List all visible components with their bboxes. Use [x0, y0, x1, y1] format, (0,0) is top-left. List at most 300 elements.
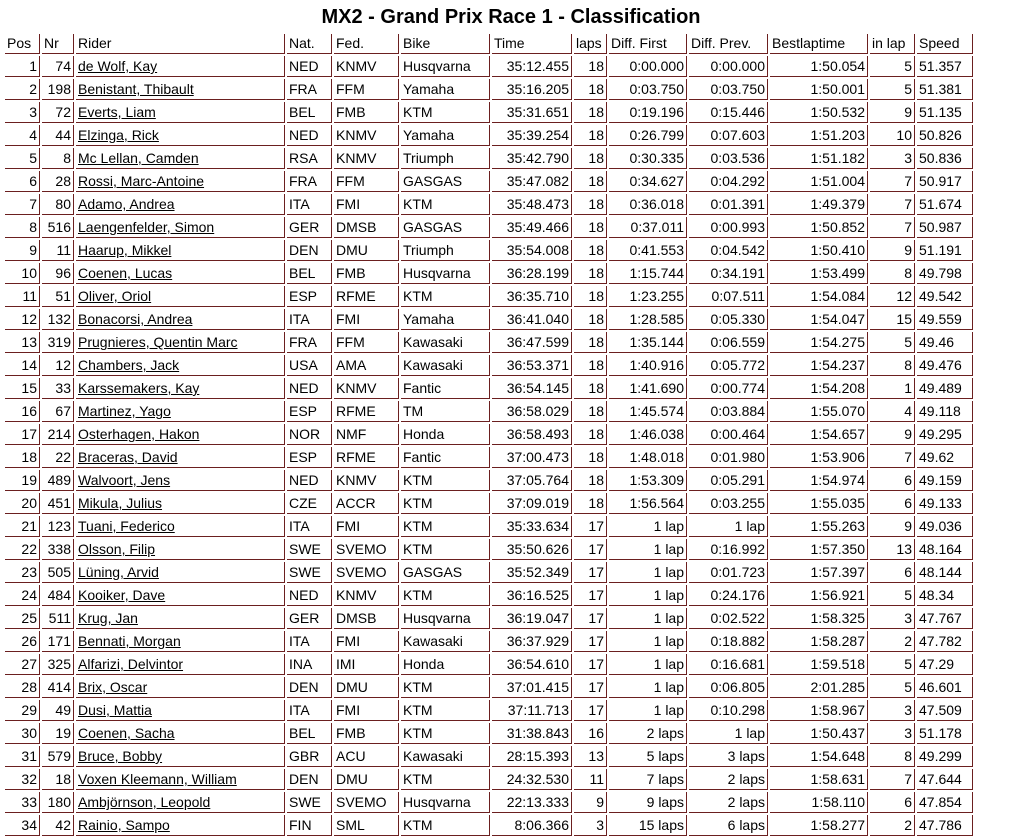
cell-time: 37:00.473: [492, 447, 572, 468]
cell-fed: KNMV: [334, 148, 399, 169]
cell-diff-first: 1:45.574: [609, 401, 687, 422]
cell-fed: KNMV: [334, 470, 399, 491]
cell-in-lap: 3: [870, 148, 915, 169]
cell-in-lap: 5: [870, 79, 915, 100]
cell-rider: [76, 562, 285, 583]
cell-bike: Fantic: [401, 378, 490, 399]
cell-diff-first: 1 lap: [609, 677, 687, 698]
cell-diff-prev: 0:06.805: [689, 677, 768, 698]
cell-time: 36:41.040: [492, 309, 572, 330]
cell-time: 36:16.525: [492, 585, 572, 606]
cell-nat: GER: [287, 217, 332, 238]
cell-bestlaptime: 1:51.004: [770, 171, 868, 192]
cell-diff-prev: 0:16.681: [689, 654, 768, 675]
cell-speed: 49.542: [917, 286, 973, 307]
cell-nat: DEN: [287, 240, 332, 261]
rider-link[interactable]: Oliver, Oriol: [78, 288, 152, 304]
rider-link[interactable]: Chambers, Jack: [78, 357, 180, 373]
cell-in-lap: 6: [870, 792, 915, 813]
rider-link[interactable]: Tuani, Federico: [78, 518, 175, 534]
cell-nr: 42: [42, 815, 74, 836]
rider-link[interactable]: Olsson, Filip: [78, 541, 156, 557]
cell-bestlaptime: 1:58.277: [770, 815, 868, 836]
table-row: [5, 309, 973, 330]
cell-nat: CZE: [287, 493, 332, 514]
cell-fed: FMI: [334, 194, 399, 215]
cell-time: 36:58.493: [492, 424, 572, 445]
rider-link[interactable]: Krug, Jan: [78, 610, 138, 626]
rider-link[interactable]: Brix, Oscar: [78, 679, 148, 695]
cell-nr: 49: [42, 700, 74, 721]
cell-diff-prev: 0:10.298: [689, 700, 768, 721]
cell-nat: INA: [287, 654, 332, 675]
rider-link[interactable]: Braceras, David: [78, 449, 178, 465]
cell-in-lap: 15: [870, 309, 915, 330]
cell-pos: 2: [5, 79, 40, 100]
cell-nr: 505: [42, 562, 74, 583]
cell-rider: [76, 677, 285, 698]
cell-nr: 28: [42, 171, 74, 192]
cell-nr: 511: [42, 608, 74, 629]
cell-diff-first: 1:35.144: [609, 332, 687, 353]
cell-diff-first: 0:37.011: [609, 217, 687, 238]
cell-diff-first: 1 lap: [609, 700, 687, 721]
table-row: [5, 332, 973, 353]
cell-fed: DMSB: [334, 608, 399, 629]
cell-speed: 50.826: [917, 125, 973, 146]
cell-nat: SWE: [287, 562, 332, 583]
cell-diff-prev: 0:05.291: [689, 470, 768, 491]
rider-link[interactable]: Kooiker, Dave: [78, 587, 166, 603]
cell-bestlaptime: 1:55.070: [770, 401, 868, 422]
cell-bike: Husqvarna: [401, 792, 490, 813]
cell-diff-first: 1:40.916: [609, 355, 687, 376]
cell-rider: [76, 539, 285, 560]
cell-nr: 33: [42, 378, 74, 399]
rider-link[interactable]: Everts, Liam: [78, 104, 156, 120]
table-row: [5, 631, 973, 652]
cell-fed: IMI: [334, 654, 399, 675]
cell-in-lap: 6: [870, 562, 915, 583]
cell-speed: 49.62: [917, 447, 973, 468]
cell-bike: KTM: [401, 815, 490, 836]
cell-nr: 74: [42, 56, 74, 77]
cell-speed: 51.674: [917, 194, 973, 215]
rider-link[interactable]: Bennati, Morgan: [78, 633, 181, 649]
cell-time: 35:39.254: [492, 125, 572, 146]
cell-nat: RSA: [287, 148, 332, 169]
cell-fed: KNMV: [334, 125, 399, 146]
cell-diff-prev: 0:07.603: [689, 125, 768, 146]
column-header-fed: Fed.: [334, 34, 399, 54]
rider-link[interactable]: Walvoort, Jens: [78, 472, 171, 488]
table-row: [5, 286, 973, 307]
cell-pos: 30: [5, 723, 40, 744]
cell-in-lap: 5: [870, 56, 915, 77]
cell-bestlaptime: 1:54.208: [770, 378, 868, 399]
cell-bestlaptime: 1:58.631: [770, 769, 868, 790]
cell-bestlaptime: 1:56.921: [770, 585, 868, 606]
cell-nr: 214: [42, 424, 74, 445]
cell-fed: AMA: [334, 355, 399, 376]
cell-time: 35:54.008: [492, 240, 572, 261]
cell-bestlaptime: 1:53.906: [770, 447, 868, 468]
cell-rider: [76, 654, 285, 675]
rider-link[interactable]: Rainio, Sampo: [78, 817, 170, 833]
cell-fed: RFME: [334, 447, 399, 468]
rider-link[interactable]: Prugnieres, Quentin Marc: [78, 334, 238, 350]
cell-bestlaptime: 1:55.263: [770, 516, 868, 537]
cell-fed: FFM: [334, 79, 399, 100]
cell-bike: GASGAS: [401, 217, 490, 238]
cell-laps: 17: [574, 562, 607, 583]
cell-in-lap: 8: [870, 746, 915, 767]
cell-speed: 51.381: [917, 79, 973, 100]
table-row: [5, 378, 973, 399]
cell-time: 36:47.599: [492, 332, 572, 353]
cell-diff-prev: 1 lap: [689, 516, 768, 537]
cell-time: 31:38.843: [492, 723, 572, 744]
cell-nat: ESP: [287, 401, 332, 422]
cell-fed: RFME: [334, 286, 399, 307]
table-row: [5, 516, 973, 537]
cell-fed: FFM: [334, 171, 399, 192]
cell-diff-prev: 0:24.176: [689, 585, 768, 606]
cell-bestlaptime: 1:50.437: [770, 723, 868, 744]
cell-pos: 12: [5, 309, 40, 330]
cell-bike: Fantic: [401, 447, 490, 468]
cell-speed: 49.159: [917, 470, 973, 491]
cell-fed: DMU: [334, 769, 399, 790]
cell-fed: FMI: [334, 631, 399, 652]
cell-in-lap: 3: [870, 700, 915, 721]
cell-diff-first: 1:46.038: [609, 424, 687, 445]
rider-link[interactable]: Laengenfelder, Simon: [78, 219, 215, 235]
rider-link[interactable]: Martinez, Yago: [78, 403, 171, 419]
cell-bike: Honda: [401, 424, 490, 445]
cell-rider: [76, 240, 285, 261]
cell-in-lap: 9: [870, 424, 915, 445]
column-header-in-lap: in lap: [870, 34, 915, 54]
cell-diff-first: 9 laps: [609, 792, 687, 813]
cell-fed: SVEMO: [334, 792, 399, 813]
cell-bike: TM: [401, 401, 490, 422]
cell-diff-prev: 0:02.522: [689, 608, 768, 629]
table-row: [5, 217, 973, 238]
cell-pos: 18: [5, 447, 40, 468]
cell-in-lap: 12: [870, 286, 915, 307]
cell-pos: 29: [5, 700, 40, 721]
cell-nr: 22: [42, 447, 74, 468]
cell-diff-prev: 0:34.191: [689, 263, 768, 284]
cell-speed: 49.476: [917, 355, 973, 376]
cell-bike: Yamaha: [401, 79, 490, 100]
cell-pos: 15: [5, 378, 40, 399]
cell-pos: 21: [5, 516, 40, 537]
cell-rider: [76, 792, 285, 813]
column-header-nr: Nr: [42, 34, 74, 54]
cell-diff-first: 15 laps: [609, 815, 687, 836]
table-row: [5, 125, 973, 146]
cell-laps: 9: [574, 792, 607, 813]
cell-time: 28:15.393: [492, 746, 572, 767]
cell-nr: 325: [42, 654, 74, 675]
cell-time: 35:31.651: [492, 102, 572, 123]
cell-laps: 18: [574, 79, 607, 100]
cell-diff-prev: 0:15.446: [689, 102, 768, 123]
column-header-bike: Bike: [401, 34, 490, 54]
rider-link[interactable]: Dusi, Mattia: [78, 702, 152, 718]
cell-nat: NED: [287, 125, 332, 146]
cell-laps: 18: [574, 102, 607, 123]
cell-nat: USA: [287, 355, 332, 376]
cell-pos: 14: [5, 355, 40, 376]
cell-diff-prev: 0:06.559: [689, 332, 768, 353]
cell-rider: [76, 516, 285, 537]
cell-bike: Triumph: [401, 148, 490, 169]
cell-rider: [76, 378, 285, 399]
cell-nat: GER: [287, 608, 332, 629]
rider-link[interactable]: Rossi, Marc-Antoine: [78, 173, 205, 189]
cell-speed: 51.191: [917, 240, 973, 261]
cell-pos: 16: [5, 401, 40, 422]
cell-diff-prev: 0:16.992: [689, 539, 768, 560]
cell-nr: 80: [42, 194, 74, 215]
cell-speed: 49.489: [917, 378, 973, 399]
cell-rider: [76, 424, 285, 445]
rider-link[interactable]: Bonacorsi, Andrea: [78, 311, 193, 327]
cell-laps: 18: [574, 332, 607, 353]
cell-bike: KTM: [401, 516, 490, 537]
cell-nat: DEN: [287, 677, 332, 698]
cell-nr: 180: [42, 792, 74, 813]
cell-diff-first: 0:19.196: [609, 102, 687, 123]
cell-nat: ITA: [287, 194, 332, 215]
cell-rider: [76, 79, 285, 100]
cell-nr: 414: [42, 677, 74, 698]
cell-nr: 72: [42, 102, 74, 123]
cell-nr: 18: [42, 769, 74, 790]
rider-link[interactable]: Mc Lellan, Camden: [78, 150, 199, 166]
cell-nat: ITA: [287, 309, 332, 330]
rider-link[interactable]: Bruce, Bobby: [78, 748, 163, 764]
cell-pos: 8: [5, 217, 40, 238]
rider-link[interactable]: Mikula, Julius: [78, 495, 163, 511]
rider-link[interactable]: Elzinga, Rick: [78, 127, 159, 143]
cell-nr: 8: [42, 148, 74, 169]
cell-diff-prev: 0:00.000: [689, 56, 768, 77]
cell-rider: [76, 700, 285, 721]
cell-diff-first: 0:26.799: [609, 125, 687, 146]
rider-link[interactable]: Coenen, Sacha: [78, 725, 175, 741]
cell-laps: 18: [574, 125, 607, 146]
cell-bike: KTM: [401, 493, 490, 514]
cell-fed: DMU: [334, 677, 399, 698]
rider-link[interactable]: Osterhagen, Hakon: [78, 426, 200, 442]
table-row: [5, 401, 973, 422]
cell-nat: SWE: [287, 539, 332, 560]
rider-link[interactable]: Benistant, Thibault: [78, 81, 194, 97]
column-header-diff-prev: Diff. Prev.: [689, 34, 768, 54]
page-title: MX2 - Grand Prix Race 1 - Classification: [321, 6, 701, 28]
cell-rider: [76, 723, 285, 744]
cell-pos: 34: [5, 815, 40, 836]
cell-bike: Husqvarna: [401, 263, 490, 284]
cell-in-lap: 8: [870, 355, 915, 376]
cell-diff-first: 0:36.018: [609, 194, 687, 215]
cell-rider: [76, 447, 285, 468]
cell-bestlaptime: 2:01.285: [770, 677, 868, 698]
cell-bike: Kawasaki: [401, 746, 490, 767]
cell-pos: 26: [5, 631, 40, 652]
cell-diff-prev: 0:03.884: [689, 401, 768, 422]
cell-diff-first: 1:23.255: [609, 286, 687, 307]
cell-in-lap: 5: [870, 677, 915, 698]
cell-time: 22:13.333: [492, 792, 572, 813]
results-body: [5, 56, 973, 836]
cell-nr: 338: [42, 539, 74, 560]
table-row: [5, 56, 973, 77]
cell-nr: 11: [42, 240, 74, 261]
cell-diff-first: 0:34.627: [609, 171, 687, 192]
column-header-diff-first: Diff. First: [609, 34, 687, 54]
cell-speed: 48.164: [917, 539, 973, 560]
cell-speed: 49.133: [917, 493, 973, 514]
cell-speed: 46.601: [917, 677, 973, 698]
cell-fed: KNMV: [334, 56, 399, 77]
cell-time: 36:19.047: [492, 608, 572, 629]
cell-rider: [76, 125, 285, 146]
cell-laps: 18: [574, 194, 607, 215]
table-row: [5, 424, 973, 445]
cell-nat: ITA: [287, 631, 332, 652]
cell-speed: 47.509: [917, 700, 973, 721]
cell-rider: [76, 585, 285, 606]
column-header-laps: laps: [574, 34, 607, 54]
cell-bestlaptime: 1:54.237: [770, 355, 868, 376]
rider-link[interactable]: Ambjörnson, Leopold: [78, 794, 211, 810]
cell-bestlaptime: 1:55.035: [770, 493, 868, 514]
cell-rider: [76, 355, 285, 376]
rider-link[interactable]: Alfarizi, Delvintor: [78, 656, 184, 672]
cell-diff-prev: 6 laps: [689, 815, 768, 836]
cell-nat: BEL: [287, 723, 332, 744]
cell-nat: ESP: [287, 286, 332, 307]
rider-link[interactable]: Coenen, Lucas: [78, 265, 173, 281]
cell-laps: 16: [574, 723, 607, 744]
cell-in-lap: 7: [870, 194, 915, 215]
rider-link[interactable]: Haarup, Mikkel: [78, 242, 172, 258]
table-row: [5, 263, 973, 284]
cell-pos: 27: [5, 654, 40, 675]
table-row: [5, 700, 973, 721]
rider-link[interactable]: Karssemakers, Kay: [78, 380, 200, 396]
cell-bike: KTM: [401, 585, 490, 606]
cell-in-lap: 8: [870, 263, 915, 284]
cell-diff-prev: 0:04.292: [689, 171, 768, 192]
cell-time: 36:37.929: [492, 631, 572, 652]
cell-time: 36:58.029: [492, 401, 572, 422]
cell-fed: FMB: [334, 102, 399, 123]
cell-speed: 49.036: [917, 516, 973, 537]
cell-in-lap: 2: [870, 815, 915, 836]
cell-time: 36:28.199: [492, 263, 572, 284]
cell-in-lap: 9: [870, 240, 915, 261]
table-row: [5, 585, 973, 606]
cell-pos: 19: [5, 470, 40, 491]
cell-diff-first: 1 lap: [609, 631, 687, 652]
cell-time: 35:12.455: [492, 56, 572, 77]
rider-link[interactable]: Adamo, Andrea: [78, 196, 175, 212]
cell-speed: 47.644: [917, 769, 973, 790]
cell-rider: [76, 608, 285, 629]
cell-laps: 18: [574, 401, 607, 422]
cell-pos: 5: [5, 148, 40, 169]
cell-diff-prev: 1 lap: [689, 723, 768, 744]
cell-time: 35:52.349: [492, 562, 572, 583]
classification-table: [3, 32, 975, 838]
cell-rider: [76, 815, 285, 836]
cell-diff-prev: 0:03.536: [689, 148, 768, 169]
cell-rider: [76, 102, 285, 123]
cell-nr: 44: [42, 125, 74, 146]
cell-laps: 18: [574, 217, 607, 238]
cell-pos: 28: [5, 677, 40, 698]
cell-diff-first: 2 laps: [609, 723, 687, 744]
table-row: [5, 792, 973, 813]
cell-time: 35:33.634: [492, 516, 572, 537]
cell-time: 36:54.610: [492, 654, 572, 675]
cell-fed: KNMV: [334, 378, 399, 399]
cell-pos: 3: [5, 102, 40, 123]
column-header-rider: Rider: [76, 34, 285, 54]
cell-diff-first: 1 lap: [609, 516, 687, 537]
rider-link[interactable]: de Wolf, Kay: [78, 58, 158, 74]
cell-in-lap: 3: [870, 608, 915, 629]
cell-time: 8:06.366: [492, 815, 572, 836]
cell-bestlaptime: 1:54.974: [770, 470, 868, 491]
cell-diff-first: 1 lap: [609, 585, 687, 606]
cell-rider: [76, 309, 285, 330]
cell-time: 35:47.082: [492, 171, 572, 192]
rider-link[interactable]: Lüning, Arvid: [78, 564, 159, 580]
cell-nat: DEN: [287, 769, 332, 790]
cell-bestlaptime: 1:50.054: [770, 56, 868, 77]
cell-speed: 47.782: [917, 631, 973, 652]
cell-nat: NOR: [287, 424, 332, 445]
cell-bike: KTM: [401, 470, 490, 491]
cell-in-lap: 4: [870, 401, 915, 422]
cell-fed: KNMV: [334, 585, 399, 606]
cell-laps: 18: [574, 493, 607, 514]
cell-bike: Husqvarna: [401, 56, 490, 77]
table-row: [5, 355, 973, 376]
cell-diff-first: 1:41.690: [609, 378, 687, 399]
header-row: [5, 34, 973, 54]
cell-rider: [76, 493, 285, 514]
cell-pos: 23: [5, 562, 40, 583]
cell-bestlaptime: 1:57.397: [770, 562, 868, 583]
cell-diff-prev: 0:00.464: [689, 424, 768, 445]
cell-rider: [76, 401, 285, 422]
cell-bike: GASGAS: [401, 562, 490, 583]
cell-diff-first: 1:56.564: [609, 493, 687, 514]
rider-link[interactable]: Voxen Kleemann, William: [78, 771, 237, 787]
cell-speed: 48.34: [917, 585, 973, 606]
cell-bike: Yamaha: [401, 125, 490, 146]
cell-bike: Kawasaki: [401, 631, 490, 652]
cell-time: 37:09.019: [492, 493, 572, 514]
